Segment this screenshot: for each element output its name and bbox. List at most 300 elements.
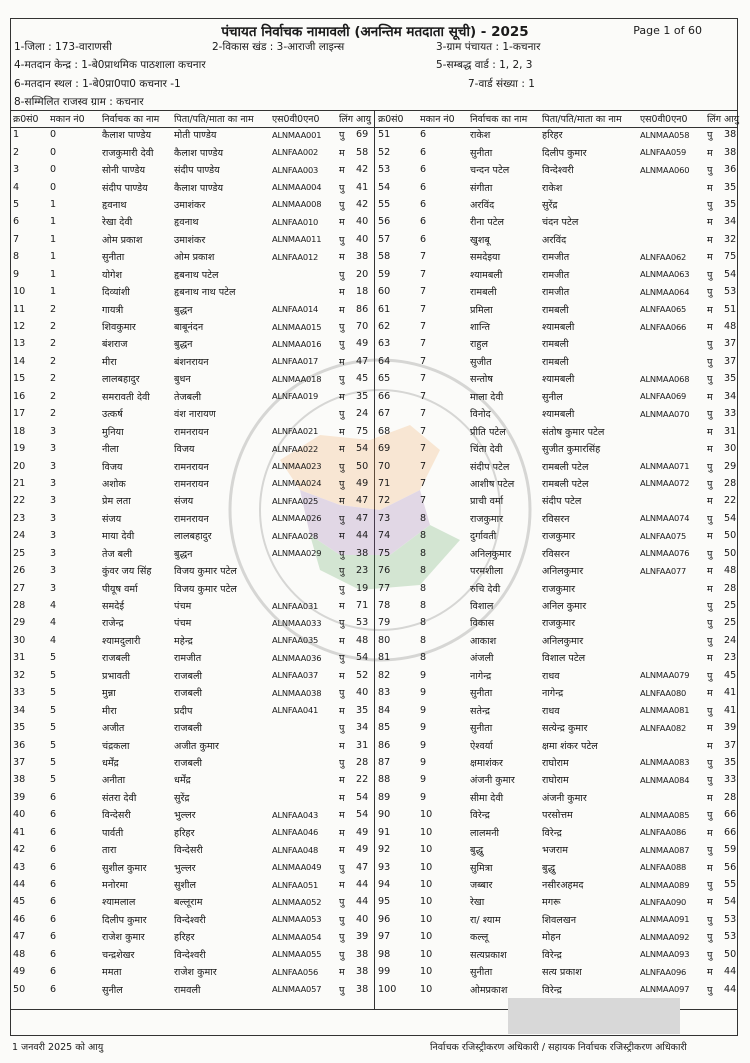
voter-row [11,719,374,736]
gender-cell: पु [707,670,713,682]
polling-station-field: 6-मतदान स्थल : 1-बे0प्रा0पा0 कचनार -1 [14,78,181,90]
svn-cell: ALNMAA015 [272,321,322,332]
voter-name-cell: सीमा देवी [470,792,504,804]
gender-cell: म [339,740,345,752]
voter-name-cell: प्रभावती [102,670,130,682]
serial-cell: 100 [378,983,397,995]
house-number-cell: 10 [420,966,433,978]
voter-row [376,963,742,980]
gender-cell: म [707,322,713,334]
voter-row [376,196,742,213]
gender-cell: पु [339,583,345,595]
svn-cell: ALNMAA018 [272,373,322,384]
relative-name-cell: विन्देश्वरी [542,165,574,177]
house-number-cell: 2 [50,303,57,315]
serial-cell: 95 [378,896,391,908]
serial-cell: 81 [378,652,391,664]
age-cell: 36 [724,164,737,176]
age-cell: 53 [724,931,737,943]
relative-name-cell: अजीत कुमार [174,740,219,752]
gender-cell: म [707,740,713,752]
svn-cell: ALNMAA060 [640,164,690,175]
voter-row [376,510,742,527]
gender-cell: म [339,531,345,543]
serial-cell: 21 [13,477,26,489]
gender-cell: म [707,723,713,735]
svn-cell: ALNMAA011 [272,234,322,245]
gender-cell: म [707,897,713,909]
serial-cell: 65 [378,373,391,385]
voter-name-cell: समदेइया [470,252,501,264]
age-cell: 38 [724,129,737,141]
gender-cell: म [339,792,345,804]
relative-name-cell: लालबहादुर [174,531,212,543]
gender-cell: म [339,426,345,438]
voter-name-cell: संतरा देवी [102,792,137,804]
age-cell: 35 [724,756,737,768]
svn-cell: ALNFAA077 [640,565,687,576]
column-header-relative: पिता/पति/माता का नाम [174,114,254,125]
voter-name-cell: विनोद [470,409,491,421]
house-number-cell: 0 [50,164,57,176]
voter-name-cell: श्यामलाल [102,897,136,909]
gender-cell: पु [707,461,713,473]
house-number-cell: 10 [420,879,433,891]
voter-row [11,161,374,178]
ward-field: 5-सम्बद्ध वार्ड : 1, 2, 3 [436,59,533,71]
serial-cell: 90 [378,809,391,821]
voter-name-cell: विन्देसरी [102,810,131,822]
voter-name-cell: सुनील [102,984,123,996]
voter-name-cell: चिंता देवी [470,444,503,456]
gender-cell: पु [339,757,345,769]
serial-cell: 50 [13,983,26,995]
gender-cell: पु [339,409,345,421]
svn-cell: ALNFAA017 [272,356,319,367]
serial-cell: 54 [378,181,391,193]
voter-name-cell: प्रमिला [470,304,493,316]
voter-name-cell: रीना पटेल [470,217,505,229]
serial-cell: 79 [378,617,391,629]
gender-cell: पु [707,130,713,142]
gender-cell: म [707,566,713,578]
svn-cell: ALNFAA035 [272,635,319,646]
relative-name-cell: रविसरन [542,548,570,560]
house-number-cell: 6 [50,844,57,856]
voter-row [11,614,374,631]
serial-cell: 98 [378,948,391,960]
svn-cell: ALNFAA037 [272,670,319,681]
voter-row [11,492,374,509]
house-number-cell: 6 [50,861,57,873]
age-cell: 44 [356,896,369,908]
age-cell: 23 [724,652,737,664]
gender-cell: म [339,356,345,368]
relative-name-cell: पंचम [174,618,192,630]
voter-name-cell: परमशीला [470,566,504,578]
svn-cell [638,789,705,806]
age-cell: 52 [356,669,369,681]
relative-name-cell: श्यामबली [542,374,575,386]
relative-name-cell: मोती पाण्डेय [174,130,217,142]
relative-name-cell: राकेश [542,182,563,194]
voter-row [376,248,742,265]
gender-cell: म [707,304,713,316]
age-cell: 41 [356,181,369,193]
gender-cell: पु [339,984,345,996]
svn-cell: ALNMAA071 [640,461,690,472]
serial-cell: 70 [378,460,391,472]
gender-cell: म [707,967,713,979]
age-cell: 31 [356,739,369,751]
serial-cell: 88 [378,774,391,786]
serial-cell: 36 [13,739,26,751]
voter-name-cell: श्यामबली [470,269,503,281]
svn-cell: ALNFAA014 [272,304,319,315]
voter-row [376,980,742,997]
relative-name-cell: अंजनी कुमार [542,792,587,804]
relative-name-cell: मोहन [542,932,561,944]
relative-name-cell: नसीरअहमद [542,880,584,892]
gender-cell: पु [707,845,713,857]
voter-row [11,667,374,684]
relative-name-cell: हृबनाथ नाथ पटेल [174,287,236,299]
house-number-cell: 5 [50,687,57,699]
voter-name-cell: सुनीता [102,252,125,264]
gender-cell: म [339,252,345,264]
svn-cell: ALNMAA033 [272,617,322,628]
serial-cell: 42 [13,844,26,856]
voter-name-cell: क्षमाशंकर [470,757,503,769]
age-cell: 38 [356,547,369,559]
svn-cell: ALNMAA076 [640,548,690,559]
age-cell: 35 [724,198,737,210]
serial-cell: 30 [13,634,26,646]
age-cell: 28 [356,756,369,768]
gender-cell: म [339,165,345,177]
polling-centre-field: 4-मतदान केन्द्र : 1-बे0प्राथमिक पाठशाला कचनार [14,59,206,71]
voter-name-cell: सतेन्द्र [470,705,491,717]
voter-name-cell: जब्बार [470,880,493,892]
voter-row [376,545,742,562]
voter-name-cell: योगेश [102,269,122,281]
voter-name-cell: कैलाश पाण्डेय [102,130,152,142]
serial-cell: 24 [13,530,26,542]
age-cell: 56 [724,861,737,873]
svn-cell: ALNMAA016 [272,338,322,349]
voter-row [11,771,374,788]
age-cell: 34 [724,390,737,402]
serial-cell: 1 [13,129,20,141]
gender-cell: पु [707,601,713,613]
svn-cell: ALNMAA052 [272,896,322,907]
column-header-name: निर्वाचक का नाम [102,114,160,125]
serial-cell: 87 [378,756,391,768]
voter-row [376,161,742,178]
voter-name-cell: रा/ श्याम [470,914,501,926]
gender-cell: पु [339,269,345,281]
relative-name-cell: विन्देसरी [174,845,203,857]
relative-name-cell: रामबली [542,356,569,368]
voter-row [11,126,374,143]
voter-name-cell: सोनी पाण्डेय [102,165,146,177]
svn-cell: ALNMAA087 [640,844,690,855]
relative-name-cell: हरिहर [174,932,195,944]
relative-name-cell: रामनरायन [174,478,209,490]
age-cell: 38 [356,983,369,995]
svn-cell: ALNMAA074 [640,513,690,524]
voter-row [11,510,374,527]
voter-name-cell: विजय [102,461,123,473]
serial-cell: 75 [378,547,391,559]
page-number: Page 1 of 60 [633,24,702,37]
serial-cell: 53 [378,164,391,176]
relative-name-cell: चंदन पटेल [542,217,579,229]
serial-cell: 3 [13,164,20,176]
age-cell: 70 [356,321,369,333]
voter-name-cell: अनीता [102,775,126,787]
voter-row [376,632,742,649]
voter-name-cell: गायत्री [102,304,124,316]
serial-cell: 66 [378,390,391,402]
house-number-cell: 10 [420,931,433,943]
serial-cell: 40 [13,809,26,821]
relative-name-cell: राधव [542,670,560,682]
voter-row [376,649,742,666]
house-number-cell: 2 [50,338,57,350]
relative-name-cell: धर्मेंद्र [174,775,191,787]
relative-name-cell: ओम प्रकाश [174,252,215,264]
voter-name-cell: राजकुमार [470,513,504,525]
age-cell: 55 [724,879,737,891]
relative-name-cell: संदीप पाण्डेय [174,165,220,177]
gender-cell: म [707,391,713,403]
voter-name-cell: नीला [102,444,119,456]
age-cell: 28 [724,582,737,594]
age-cell: 25 [724,600,737,612]
svn-cell: ALNFAA051 [272,879,319,890]
house-number-cell: 8 [420,652,427,664]
age-cell: 51 [724,303,737,315]
gender-cell: पु [707,269,713,281]
age-cell: 54 [724,896,737,908]
svn-cell: ALNFAA012 [272,251,319,262]
age-cell: 42 [356,164,369,176]
gender-cell: म [707,426,713,438]
house-number-cell: 5 [50,722,57,734]
ward-number-field: 7-वार्ड संख्या : 1 [468,78,535,90]
svn-cell: ALNFAA082 [640,722,687,733]
voter-row [376,266,742,283]
voter-row [11,789,374,806]
relative-name-cell: राजबली [174,688,202,700]
voter-name-cell: राहुल [470,339,489,351]
voter-name-cell: ओमप्रकाश [470,984,508,996]
relative-name-cell: दिलीप कुमार [542,147,587,159]
serial-cell: 64 [378,355,391,367]
relative-name-cell: बुद्धन [174,339,193,351]
relative-name-cell: बुधन [174,374,191,386]
serial-cell: 47 [13,931,26,943]
serial-cell: 39 [13,791,26,803]
age-cell: 38 [724,146,737,158]
house-number-cell: 7 [420,390,427,402]
svn-cell [638,196,705,213]
voter-row [11,946,374,963]
voter-row [376,614,742,631]
svn-cell: ALNMAA004 [272,182,322,193]
house-number-cell: 2 [50,355,57,367]
serial-cell: 26 [13,565,26,577]
voter-name-cell: राजबली [102,653,130,665]
voter-name-cell: बंशराज [102,339,128,351]
house-number-cell: 8 [420,600,427,612]
gender-cell: पु [339,322,345,334]
age-cell: 24 [724,634,737,646]
age-cell: 29 [724,460,737,472]
voter-row [376,701,742,718]
age-cell: 49 [356,477,369,489]
house-number-cell: 9 [420,774,427,786]
gender-cell: म [339,444,345,456]
svn-cell [270,754,337,771]
age-cell: 47 [356,355,369,367]
age-cell: 35 [356,704,369,716]
age-cell: 38 [356,948,369,960]
relative-name-cell: राजकुमार [542,531,576,543]
house-number-cell: 3 [50,547,57,559]
house-number-cell: 7 [420,460,427,472]
age-cell: 66 [724,809,737,821]
serial-cell: 71 [378,477,391,489]
house-number-cell: 8 [420,530,427,542]
gender-cell: म [707,444,713,456]
district-field: 1-जिला : 173-वाराणसी [14,41,112,53]
gender-cell: पु [707,949,713,961]
relative-name-cell: राधव [542,705,560,717]
voter-row [376,213,742,230]
serial-cell: 37 [13,756,26,768]
gender-cell: पु [707,932,713,944]
svn-cell: ALNMAA070 [640,408,690,419]
house-number-cell: 7 [420,321,427,333]
gender-cell: म [339,705,345,717]
age-cell: 37 [724,355,737,367]
serial-cell: 89 [378,791,391,803]
svn-cell: ALNMAA097 [640,984,690,995]
house-number-cell: 0 [50,181,57,193]
age-cell: 47 [356,495,369,507]
gender-cell: पु [339,566,345,578]
page-title: पंचायत निर्वाचक नामावली (अनन्तिम मतदाता सूची) - 2025 [221,24,529,40]
voter-row [376,492,742,509]
svn-cell [638,614,705,631]
svn-cell: ALNMAA084 [640,774,690,785]
serial-cell: 61 [378,303,391,315]
relative-name-cell: परसोत्तम [542,810,573,822]
relative-name-cell: क्षमा शंकर पटेल [542,740,598,752]
voter-name-cell: समरावती देवी [102,391,150,403]
voter-name-cell: ममता [102,967,122,979]
relative-name-cell: महेन्द्र [174,635,193,647]
voter-row [376,388,742,405]
voter-name-cell: सुनीता [470,967,493,979]
svn-cell: ALNFAA056 [272,966,319,977]
relative-name-cell: राजबली [174,757,202,769]
age-cell: 19 [356,582,369,594]
column-header-relative: पिता/पति/माता का नाम [542,114,622,125]
age-cell: 44 [356,879,369,891]
serial-cell: 15 [13,373,26,385]
voter-name-cell: तेज बली [102,548,133,560]
svn-cell: ALNMAA055 [272,949,322,960]
serial-cell: 10 [13,286,26,298]
gender-cell: म [339,147,345,159]
age-cell: 42 [356,198,369,210]
voter-row [11,440,374,457]
serial-cell: 2 [13,146,20,158]
relative-name-cell: हृबनाथ पटेल [174,269,219,281]
svn-cell: ALNFAA096 [640,966,687,977]
gender-cell: पु [707,880,713,892]
relative-name-cell: राघोराम [542,757,569,769]
house-number-cell: 8 [420,547,427,559]
voter-row [11,475,374,492]
relative-name-cell: उमाशंकर [174,199,206,211]
gender-cell: म [707,531,713,543]
relative-name-cell: रविसरन [542,513,570,525]
house-number-cell: 7 [420,408,427,420]
voter-row [376,754,742,771]
column-header-row [376,111,742,126]
house-number-cell: 7 [420,251,427,263]
age-cell: 47 [356,861,369,873]
voter-name-cell: संदीप पाण्डेय [102,182,148,194]
age-cell: 58 [356,146,369,158]
relative-name-cell: पंचम [174,601,192,613]
voter-row [376,353,742,370]
gender-cell: म [707,182,713,194]
officer-signature [508,998,680,1034]
serial-cell: 99 [378,966,391,978]
column-header-gender: लिंग [707,114,722,125]
age-cell: 50 [724,948,737,960]
serial-cell: 19 [13,443,26,455]
age-cell: 40 [356,216,369,228]
serial-cell: 85 [378,722,391,734]
age-cell: 33 [724,774,737,786]
relative-name-cell: अनिल कुमार [542,601,587,613]
house-number-cell: 9 [420,669,427,681]
voter-table-right [376,111,742,998]
age-cell: 44 [724,983,737,995]
svn-cell: ALNFAA048 [272,844,319,855]
gender-cell: पु [339,862,345,874]
age-cell: 45 [356,373,369,385]
svn-cell: ALNFAA086 [640,827,687,838]
svn-cell: ALNMAA024 [272,478,322,489]
revenue-village-field: 8-सम्मिलित राजस्व ग्राम : कचनार [14,96,144,108]
voter-row [11,545,374,562]
gender-cell: पु [707,199,713,211]
gender-cell: पु [339,932,345,944]
age-cell: 54 [356,809,369,821]
svn-cell: ALNMAA023 [272,461,322,472]
house-number-cell: 1 [50,268,57,280]
age-cell: 50 [724,530,737,542]
svn-cell: ALNMAA038 [272,687,322,698]
svn-cell [270,771,337,788]
